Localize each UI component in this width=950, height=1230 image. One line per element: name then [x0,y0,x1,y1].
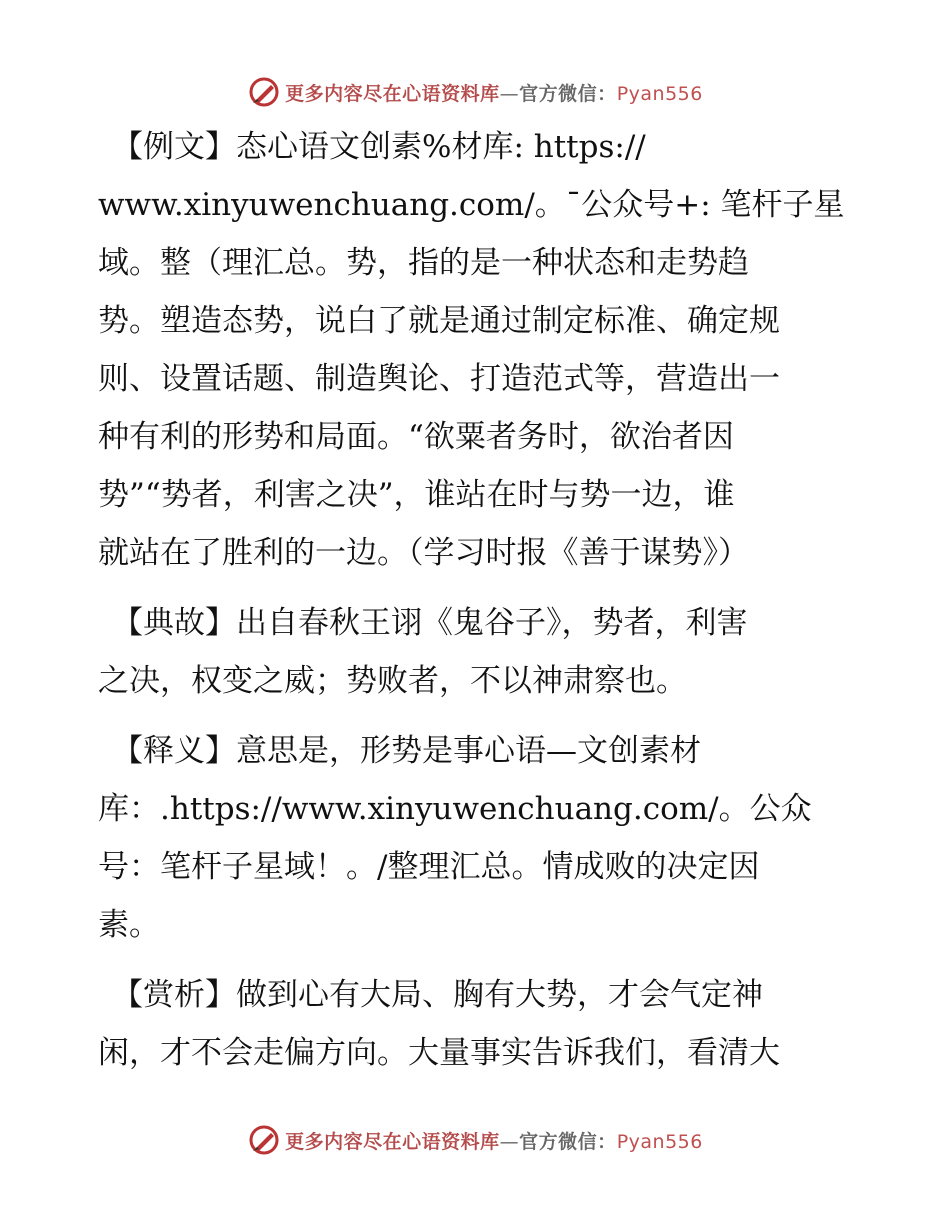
paragraph-example [98,118,850,582]
text-line: 【释义】意思是，形势是事心语—文创素材 [112,733,701,769]
text-line: 素。 [98,907,160,943]
text-line: 之决，权变之威；势败者，不以神肃察也。 [98,663,687,699]
header-text [285,79,703,106]
footer-prefix: 官方微信： [519,1130,617,1153]
footer-text [285,1127,703,1154]
paragraph-allusion [98,594,850,710]
text-line: 【典故】出自春秋王诩《鬼谷子》，势者，利害 [112,605,748,641]
text-line: 势。塑造态势，说白了就是通过制定标准、确定规 [98,303,780,339]
document-body [98,118,850,1094]
text-line: 势”“势者，利害之决”，谁站在时与势一边，谁 [98,477,735,513]
text-line: 种有利的形势和局面。“欲粟者务时，欲治者因 [98,419,734,455]
footer-account: Pyan556 [616,1130,703,1153]
header-main-text: 更多内容尽在心语资料库 [285,82,500,105]
header-account: Pyan556 [616,82,703,105]
text-line: 闲，才不会走偏方向。大量事实告诉我们，看清大 [98,1035,780,1071]
text-line: 【例文】态心语文创素%材库: https:// [112,129,646,165]
text-line: 则、设置话题、制造舆论、打造范式等，营造出一 [98,361,780,397]
text-line: 域。整（理汇总。势，指的是一种状态和走势趋 [98,245,749,281]
header-banner [0,72,950,112]
pen-logo-icon [247,75,281,109]
paragraph-analysis [98,966,850,1082]
text-line: 号：笔杆子星域！。/整理汇总。情成败的决定因 [98,849,760,885]
footer-separator: — [499,1130,520,1153]
text-line: 库：.https://www.xinyuwenchuang.com/。公众 [98,791,812,827]
text-line: 就站在了胜利的一边。（学习时报《善于谋势》） [98,535,749,571]
header-prefix: 官方微信： [519,82,617,105]
header-separator: — [499,82,520,105]
footer-main-text: 更多内容尽在心语资料库 [285,1130,500,1153]
footer-banner [0,1120,950,1160]
pen-logo-icon [247,1123,281,1157]
text-line: www.xinyuwenchuang.com/。¯公众号+: 笔杆子星 [98,187,845,223]
paragraph-meaning [98,722,850,954]
text-line: 【赏析】做到心有大局、胸有大势，才会气定神 [112,977,763,1013]
